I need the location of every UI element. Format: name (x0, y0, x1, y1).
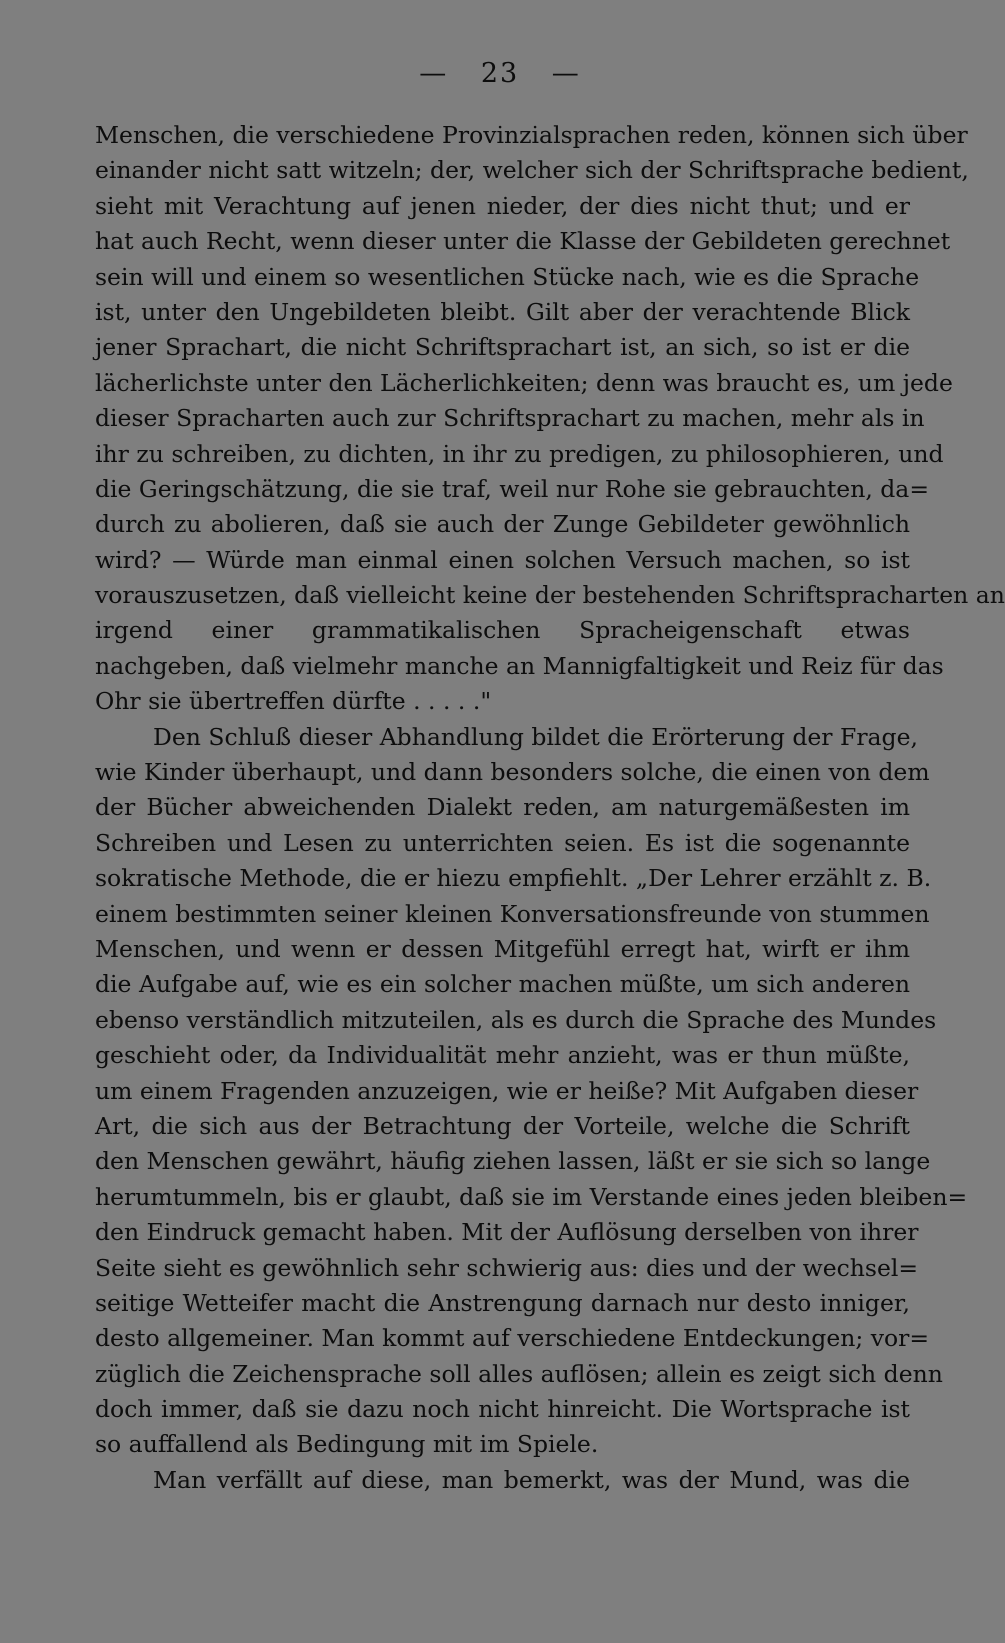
text-line: jener Sprachart, die nicht Schriftsprachart ist, an sich, so ist er die (95, 333, 910, 362)
text-line: Seite sieht es gewöhnlich sehr schwierig aus: dies und der wechsel= (95, 1253, 919, 1282)
text-line: einem bestimmten seiner kleinen Konversationsfreunde von stummen (95, 899, 930, 928)
text-line: seitige Wetteifer macht die Anstrengung darnach nur desto inniger, (95, 1288, 910, 1317)
text-line: hat auch Recht, wenn dieser unter die Klasse der Gebildeten gerechnet (95, 227, 951, 256)
header-dash-right: — (551, 58, 581, 89)
text-line: ist, unter den Ungebildeten bleibt. Gilt aber der verachtende Blick (95, 297, 910, 326)
text-line: nachgeben, daß vielmehr manche an Mannigfaltigkeit und Reiz für das (95, 651, 944, 680)
text-line: desto allgemeiner. Man kommt auf verschiedene Entdeckungen; vor= (95, 1324, 930, 1353)
text-line: den Menschen gewährt, häufig ziehen lassen, läßt er sie sich so lange (95, 1147, 931, 1176)
text-line: sieht mit Verachtung auf jenen nieder, der dies nicht thut; und er (95, 191, 910, 220)
text-line: ebenso verständlich mitzuteilen, als es durch die Sprache des Mundes (95, 1005, 937, 1034)
text-line: um einem Fragenden anzuzeigen, wie er heiße? Mit Aufgaben dieser (95, 1076, 919, 1105)
text-line: durch zu abolieren, daß sie auch der Zunge Gebildeter gewöhnlich (95, 510, 910, 539)
text-line: wird? — Würde man einmal einen solchen Versuch machen, so ist (95, 545, 910, 574)
text-line: den Eindruck gemacht haben. Mit der Auflösung derselben von ihrer (95, 1218, 919, 1247)
text-line: Den Schluß dieser Abhandlung bildet die Erörterung der Frage, (153, 722, 918, 751)
page-number: 23 (480, 58, 520, 89)
text-line: wie Kinder überhaupt, und dann besonders solche, die einen von dem (95, 758, 930, 787)
text-line: dieser Spracharten auch zur Schriftsprachart zu machen, mehr als in (95, 404, 925, 433)
text-line: sein will und einem so wesentlichen Stücke nach, wie es die Sprache (95, 262, 920, 291)
text-line: geschieht oder, da Individualität mehr anzieht, was er thun müßte, (95, 1041, 910, 1070)
text-line: Ohr sie übertreffen dürfte . . . . ." (95, 687, 492, 716)
text-line: einander nicht satt witzeln; der, welcher sich der Schriftsprache bedient, (95, 156, 969, 185)
text-line: vorauszusetzen, daß vielleicht keine der bestehenden Schriftspracharten an (95, 581, 1005, 610)
text-line: Art, die sich aus der Betrachtung der Vorteile, welche die Schrift (95, 1111, 910, 1140)
page-header (0, 58, 1000, 89)
text-line: Menschen, die verschiedene Provinzialsprachen reden, können sich über (95, 121, 968, 149)
text-line: ihr zu schreiben, zu dichten, in ihr zu predigen, zu philosophieren, und (95, 439, 944, 468)
text-line: doch immer, daß sie dazu noch nicht hinreicht. Die Wortsprache ist (95, 1395, 910, 1424)
text-line: sokratische Methode, die er hiezu empfiehlt. „Der Lehrer erzählt z. B. (95, 864, 932, 893)
text-line: züglich die Zeichensprache soll alles auflösen; allein es zeigt sich denn (95, 1359, 943, 1388)
header-dash-left: — (419, 58, 449, 89)
text-line: die Aufgabe auf, wie es ein solcher machen müßte, um sich anderen (95, 970, 910, 999)
body-text (95, 118, 1005, 1498)
text-line: der Bücher abweichenden Dialekt reden, am naturgemäßesten im (95, 793, 910, 822)
text-line: Schreiben und Lesen zu unterrichten seien. Es ist die sogenannte (95, 828, 910, 857)
text-line: herumtummeln, bis er glaubt, daß sie im Verstande eines jeden bleiben= (95, 1182, 968, 1211)
text-line: irgend einer grammatikalischen Spracheigenschaft etwas (95, 616, 910, 645)
text-line: die Geringschätzung, die sie traf, weil nur Rohe sie gebrauchten, da= (95, 474, 930, 503)
text-line: Man verfällt auf diese, man bemerkt, was der Mund, was die (153, 1465, 910, 1494)
text-line: so auffallend als Bedingung mit im Spiele. (95, 1430, 599, 1459)
text-line: Menschen, und wenn er dessen Mitgefühl erregt hat, wirft er ihm (95, 934, 910, 963)
text-line: lächerlichste unter den Lächerlichkeiten; denn was braucht es, um jede (95, 368, 953, 397)
